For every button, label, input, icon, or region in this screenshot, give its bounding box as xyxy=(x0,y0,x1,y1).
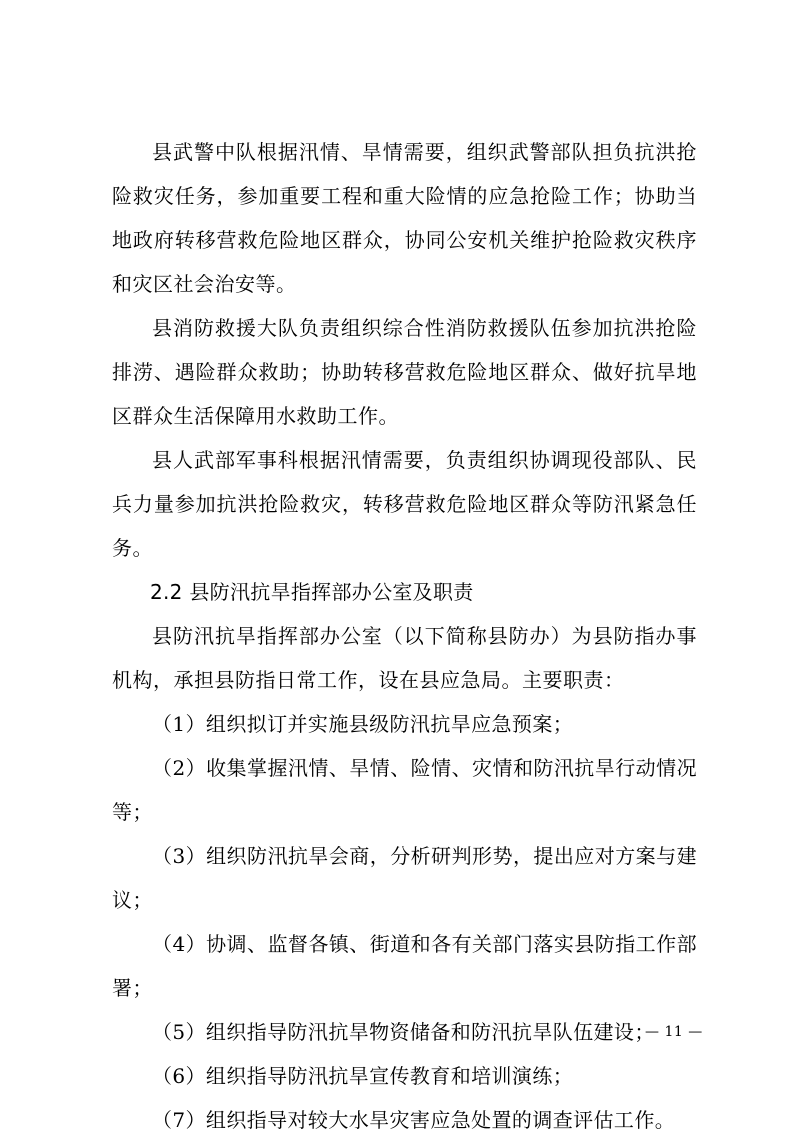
duty-item: （3）组织防汛抗旱会商，分析研判形势，提出应对方案与建议； xyxy=(112,844,697,912)
section-intro: 县防汛抗旱指挥部办公室（以下简称县防办）为县防指办事机构，承担县防指日常工作，设在县应急局。主要职责： xyxy=(112,624,697,692)
page-number: — 11 — xyxy=(645,1024,703,1040)
document-body xyxy=(112,130,697,1142)
paragraph-military-department: 县人武部军事科根据汛情需要，负责组织协调现役部队、民兵力量参加抗洪抢险救灾，转移营救危险地区群众等防汛紧急任务。 xyxy=(112,448,697,560)
section-heading: 2.2 县防汛抗旱指挥部办公室及职责 xyxy=(150,580,474,604)
duty-item: （7）组织指导对较大水旱灾害应急处置的调查评估工作。 xyxy=(152,1108,676,1132)
duty-item: （4）协调、监督各镇、街道和各有关部门落实县防指工作部署； xyxy=(112,932,697,1000)
duty-item: （2）收集掌握汛情、旱情、险情、灾情和防汛抗旱行动情况等； xyxy=(112,756,697,824)
paragraph-fire-rescue: 县消防救援大队负责组织综合性消防救援队伍参加抗洪抢险排涝、遇险群众救助；协助转移营救危险地区群众、做好抗旱地区群众生活保障用水救助工作。 xyxy=(112,316,697,428)
duty-item: （1）组织拟订并实施县级防汛抗旱应急预案； xyxy=(152,712,574,736)
duty-item: （6）组织指导防汛抗旱宣传教育和培训演练； xyxy=(152,1064,574,1088)
duty-item: （5）组织指导防汛抗旱物资储备和防汛抗旱队伍建设； xyxy=(152,1020,655,1044)
paragraph-armed-police: 县武警中队根据汛情、旱情需要，组织武警部队担负抗洪抢险救灾任务，参加重要工程和重大险情的应急抢险工作；协助当地政府转移营救危险地区群众，协同公安机关维护抢险救灾秩序和灾区社会治安等。 xyxy=(112,140,697,296)
